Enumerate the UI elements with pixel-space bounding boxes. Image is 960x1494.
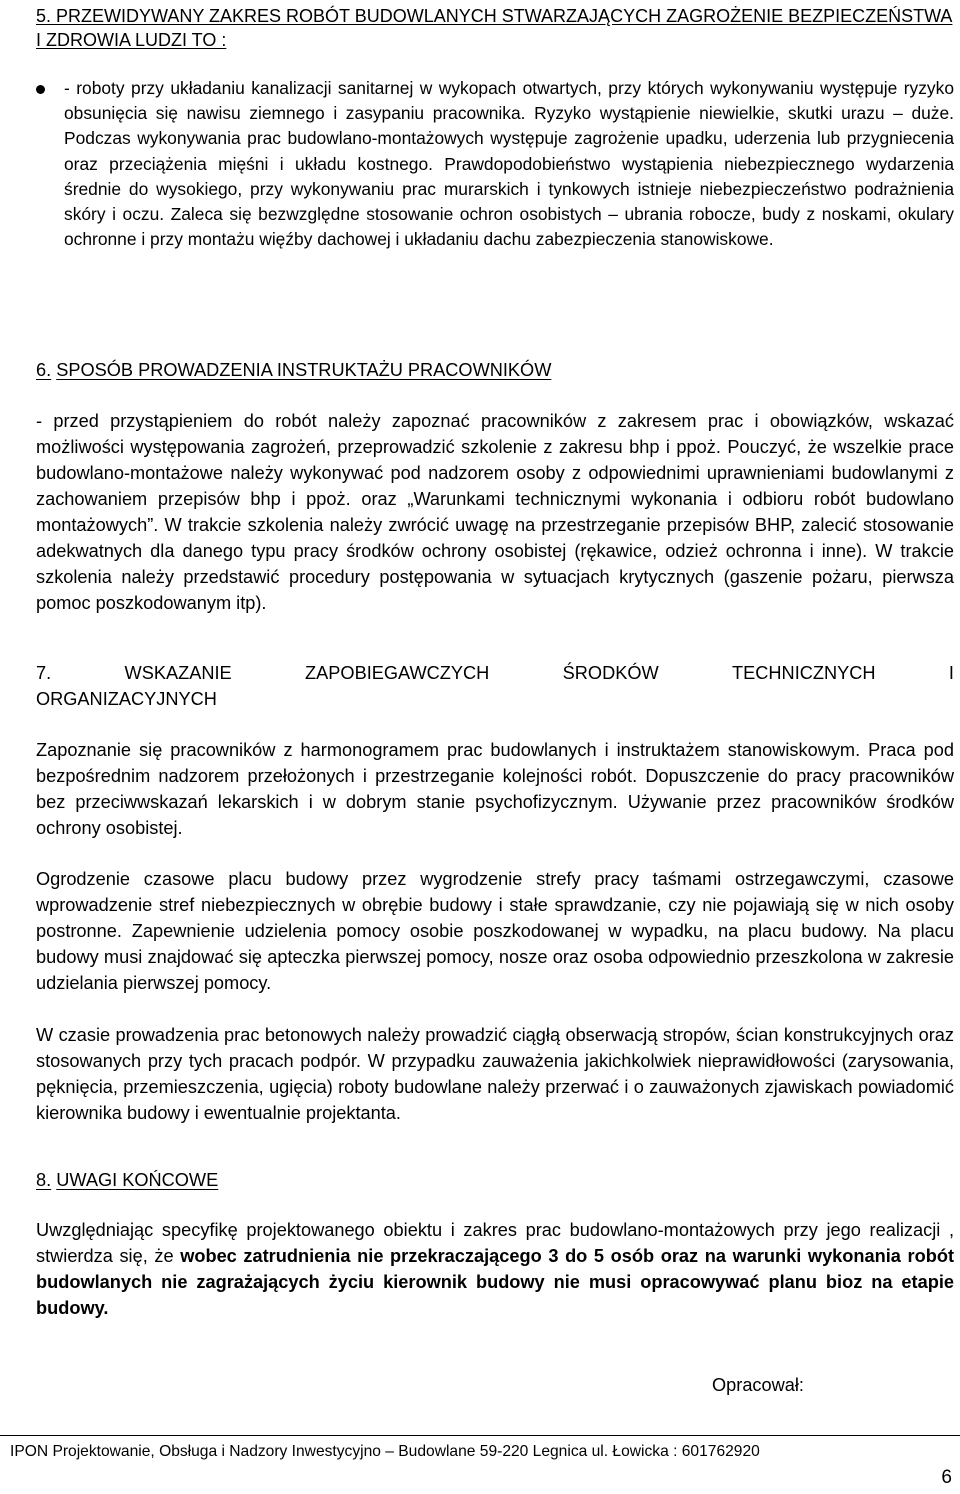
section-7-heading-word: WSKAZANIE	[124, 663, 232, 683]
footer-text: IPON Projektowanie, Obsługa i Nadzory Inwestycyjno – Budowlane 59-220 Legnica ul. Łowicka : 601762920	[10, 1443, 760, 1460]
section-7-heading-line1	[36, 660, 954, 686]
bullet-dot-icon	[36, 85, 45, 94]
section-7-heading-line2: ORGANIZACYJNYCH	[36, 689, 217, 709]
section-8-paragraph	[36, 1217, 954, 1321]
footer-divider	[0, 1435, 960, 1436]
page-number: 6	[941, 1467, 952, 1488]
section-6-title: SPOSÓB PROWADZENIA INSTRUKTAŻU PRACOWNIKÓW	[56, 360, 552, 380]
section-6-paragraph: - przed przystąpieniem do robót należy zapoznać pracowników z zakresem prac i obowiązków, wskazać możliwości występowania zagrożeń, przeprowadzić szkolenie z zakresu bhp i ppoż. Pouczyć, że wszelkie prace budowlano-montażowe należy wykonywać pod nadzorem osoby z odpowiednimi uprawnieniami budowlanymi z zachowaniem przepisów bhp i ppoż. oraz „Warunkami technicznymi wykonania i odbioru robót budowlano montażowych”. W trakcie szkolenia należy zwrócić uwagę na przestrzeganie przepisów BHP, zalecić stosowanie adekwatnych dla danego typu pracy środków ochrony osobistej (rękawice, odzież ochronna i inne). W trakcie szkolenia należy przedstawić procedury postępowania w sytuacjach krytycznych (gaszenie pożaru, pierwsza pomoc poszkodowanym itp).	[36, 411, 954, 613]
section-7-heading-word: TECHNICZNYCH	[732, 663, 876, 683]
section-5-heading: 5. PRZEWIDYWANY ZAKRES ROBÓT BUDOWLANYCH STWARZAJĄCYCH ZAGROŻENIE BEZPIECZEŃSTWA I ZDROWIA LUDZI TO :	[36, 6, 953, 50]
section-8-title: UWAGI KOŃCOWE	[56, 1170, 219, 1190]
section-5-bullet-text: - roboty przy układaniu kanalizacji sanitarnej w wykopach otwartych, przy których wykonywaniu występuje ryzyko obsunięcia się nawisu ziemnego i zasypaniu pracownika. Ryzyko wystąpienie niewielkie, skutki urazu – duże. Podczas wykonywania prac budowlano-montażowych występuje zagrożenie upadku, uderzenia lub przygniecenia oraz przeciążenia mięśni i układu kostnego. Prawdopodobieństwo wystąpienia niebezpiecznego wydarzenia średnie do wysokiego, przy wykonywaniu prac murarskich i tynkowych istnieje niebezpieczeństwo podrażnienia skóry i oczu. Zaleca się bezwzględne stosowanie ochron osobistych – ubrania robocze, budy z noskami, okulary ochronne i przy montażu więźby dachowej i układaniu dachu zabezpieczenia stanowiskowe.	[64, 78, 954, 250]
section-7-heading-word: ŚRODKÓW	[562, 663, 659, 683]
section-7-heading-word: 7.	[36, 663, 52, 683]
section-8-heading	[36, 1167, 218, 1193]
section-7-heading-word: I	[948, 663, 954, 683]
section-8-number: 8.	[36, 1170, 52, 1190]
section-7-paragraph-1: Zapoznanie się pracowników z harmonogramem prac budowlanych i instruktażem stanowiskowym. Praca pod bezpośrednim nadzorem przełożonych i przestrzeganie kolejności robót. Dopuszczenie do pracy pracowników bez przeciwwskazań lekarskich i w dobrym stanie psychofizycznym. Używanie przez pracowników środków ochrony osobistej.	[36, 740, 954, 838]
section-7-heading-word: ZAPOBIEGAWCZYCH	[305, 663, 490, 683]
signature-label: Opracował:	[712, 1375, 804, 1395]
section-6-heading	[36, 357, 551, 383]
section-8-bold-text: wobec zatrudnienia nie przekraczającego 3 do 5 osób oraz na warunki wykonania robót budowlanych nie zagrażających życiu kierownik budowy nie musi opracowywać planu bioz na etapie budowy.	[36, 1246, 954, 1318]
section-7-paragraph-3: W czasie prowadzenia prac betonowych należy prowadzić ciągłą obserwacją stropów, ścian konstrukcyjnych oraz stosowanych przy tych pracach podpór. W przypadku zauważenia jakichkolwiek nieprawidłowości (zarysowania, pęknięcia, przemieszczenia, ugięcia) roboty budowlane należy przerwać i o zauważonych zjawiskach powiadomić kierownika budowy i ewentualnie projektanta.	[36, 1025, 954, 1123]
section-7-paragraph-2: Ogrodzenie czasowe placu budowy przez wygrodzenie strefy pracy taśmami ostrzegawczymi, czasowe wprowadzenie stref niebezpiecznych w obrębie budowy i stałe sprawdzanie, czy nie pojawiają się w nich osoby postronne. Zapewnienie udzielenia pomocy osobie poszkodowanej w wypadku, na placu budowy. Na placu budowy musi znajdować się apteczka pierwszej pomocy, nosze oraz osoba odpowiednio przeszkolona w zakresie udzielania pierwszej pomocy.	[36, 869, 954, 993]
section-7-heading	[36, 660, 954, 712]
section-8-text: Uwzględniając specyfikę projektowanego obiektu i zakres prac budowlano-montażowych przy jego realizacji , stwierdza się, że	[36, 1220, 954, 1266]
section-6-number: 6.	[36, 360, 52, 380]
